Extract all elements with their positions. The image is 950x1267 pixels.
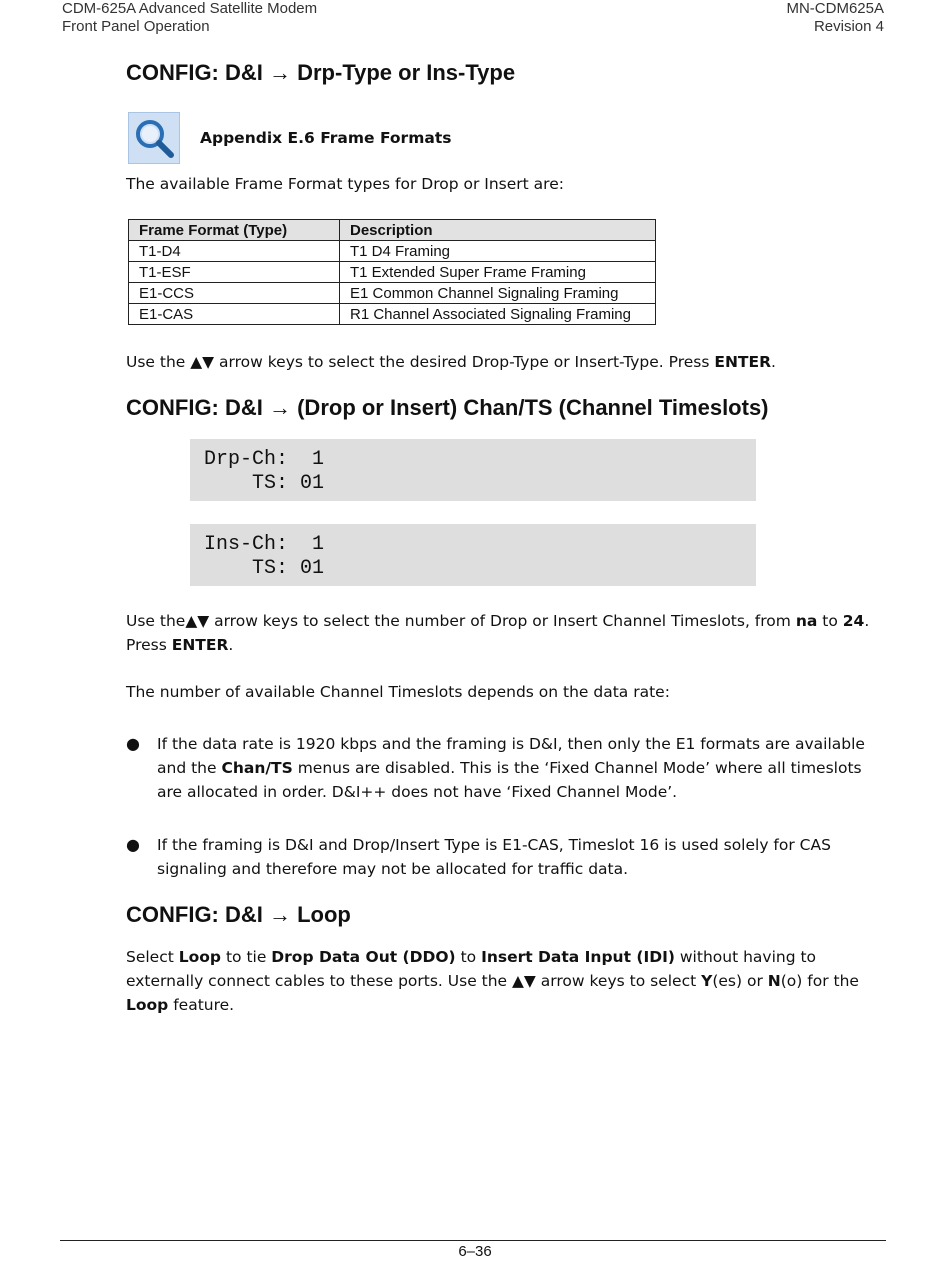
text: Select bbox=[126, 948, 179, 966]
doc-number: MN-CDM625A bbox=[786, 0, 884, 17]
menu-name: Chan/TS bbox=[221, 759, 293, 777]
instruction-text: Use the ▲▼ arrow keys to select the desired Drop-Type or Insert-Type. Press bbox=[126, 353, 715, 371]
text: to tie bbox=[221, 948, 272, 966]
doc-revision: Revision 4 bbox=[813, 18, 884, 35]
table-cell: R1 Channel Associated Signaling Framing bbox=[340, 304, 656, 325]
min-value: na bbox=[795, 612, 818, 630]
text: (es) or bbox=[712, 972, 768, 990]
text: feature. bbox=[168, 996, 235, 1014]
table-cell: T1 Extended Super Frame Framing bbox=[340, 262, 656, 283]
table-cell: E1-CAS bbox=[129, 304, 340, 325]
table-cell: T1 D4 Framing bbox=[340, 241, 656, 262]
term: Loop bbox=[126, 996, 169, 1014]
bullet-text bbox=[157, 732, 887, 804]
section-heading-drp-ins-type: CONFIG: D&I → Drp-Type or Ins-Type bbox=[126, 60, 516, 85]
enter-key-label: ENTER bbox=[171, 636, 229, 654]
table-row bbox=[129, 304, 656, 325]
lcd-line: TS: 01 bbox=[204, 472, 325, 495]
table-row bbox=[129, 283, 656, 304]
term: Drop Data Out (DDO) bbox=[271, 948, 456, 966]
bullet-text-part: menus are disabled. This is the ‘Fixed Channel Mode’ where all timeslots are allocated in order. D&I++ does not have ‘Fixed Channel Mode’. bbox=[157, 759, 862, 801]
frame-format-table bbox=[128, 219, 656, 325]
lcd-line: Ins-Ch: 1 bbox=[204, 533, 325, 556]
column-header: Description bbox=[340, 220, 656, 241]
lcd-display-drop bbox=[190, 439, 756, 501]
appendix-link[interactable]: Appendix E.6 Frame Formats bbox=[200, 129, 452, 147]
bullet-icon: ● bbox=[126, 734, 140, 753]
lcd-display-insert bbox=[190, 524, 756, 586]
table-row bbox=[129, 241, 656, 262]
frame-format-intro: The available Frame Format types for Drop or Insert are: bbox=[126, 175, 564, 193]
table-row bbox=[129, 262, 656, 283]
term: Y bbox=[701, 972, 713, 990]
drp-type-instruction bbox=[126, 350, 891, 374]
text: to bbox=[455, 948, 482, 966]
table-cell: E1 Common Channel Signaling Framing bbox=[340, 283, 656, 304]
section-heading-chan-ts: CONFIG: D&I → (Drop or Insert) Chan/TS (Channel Timeslots) bbox=[126, 395, 769, 420]
list-item bbox=[126, 833, 891, 881]
instruction-text: . bbox=[771, 353, 776, 371]
loop-description bbox=[126, 945, 891, 1017]
instruction-text: Use the▲▼ arrow keys to select the number of Drop or Insert Channel Timeslots, from bbox=[126, 612, 796, 630]
term: N bbox=[767, 972, 781, 990]
instruction-text: to bbox=[817, 612, 843, 630]
instruction-text: . bbox=[228, 636, 234, 654]
table-header-row bbox=[129, 220, 656, 241]
chan-ts-instruction bbox=[126, 609, 891, 657]
magnifier-icon bbox=[128, 112, 180, 164]
column-header: Frame Format (Type) bbox=[129, 220, 340, 241]
footer-rule bbox=[60, 1240, 886, 1241]
table-cell: T1-D4 bbox=[129, 241, 340, 262]
bullet-text-part: If the data rate is 1920 kbps and the framing is D&I, then only the E1 formats are available and the bbox=[157, 735, 865, 777]
page-number: 6–36 bbox=[458, 1243, 492, 1260]
table-cell: T1-ESF bbox=[129, 262, 340, 283]
running-header-right bbox=[786, 0, 884, 36]
lcd-line: Drp-Ch: 1 bbox=[204, 448, 325, 471]
rate-note: The number of available Channel Timeslots depends on the data rate: bbox=[126, 683, 670, 701]
section-heading-loop: CONFIG: D&I → Loop bbox=[126, 902, 351, 927]
max-value: 24 bbox=[842, 612, 865, 630]
doc-section: Front Panel Operation bbox=[62, 18, 210, 35]
enter-key-label: ENTER bbox=[714, 353, 772, 371]
table-cell: E1-CCS bbox=[129, 283, 340, 304]
lcd-line: TS: 01 bbox=[204, 557, 325, 580]
doc-title: CDM-625A Advanced Satellite Modem bbox=[62, 0, 318, 17]
text: without having to externally connect cables to these ports. Use the ▲▼ arrow keys to select bbox=[126, 948, 817, 990]
bullet-text: If the framing is D&I and Drop/Insert Type is E1-CAS, Timeslot 16 is used solely for CAS signaling and therefore may not be allocated for traffic data. bbox=[157, 836, 831, 878]
term: Loop bbox=[178, 948, 222, 966]
running-header-left bbox=[62, 0, 317, 36]
bullet-icon: ● bbox=[126, 835, 140, 854]
list-item bbox=[126, 732, 891, 804]
appendix-reference bbox=[128, 112, 451, 164]
term: Insert Data Input (IDI) bbox=[481, 948, 675, 966]
text: (o) for the bbox=[780, 972, 859, 990]
instruction-text: . Press bbox=[126, 612, 870, 654]
